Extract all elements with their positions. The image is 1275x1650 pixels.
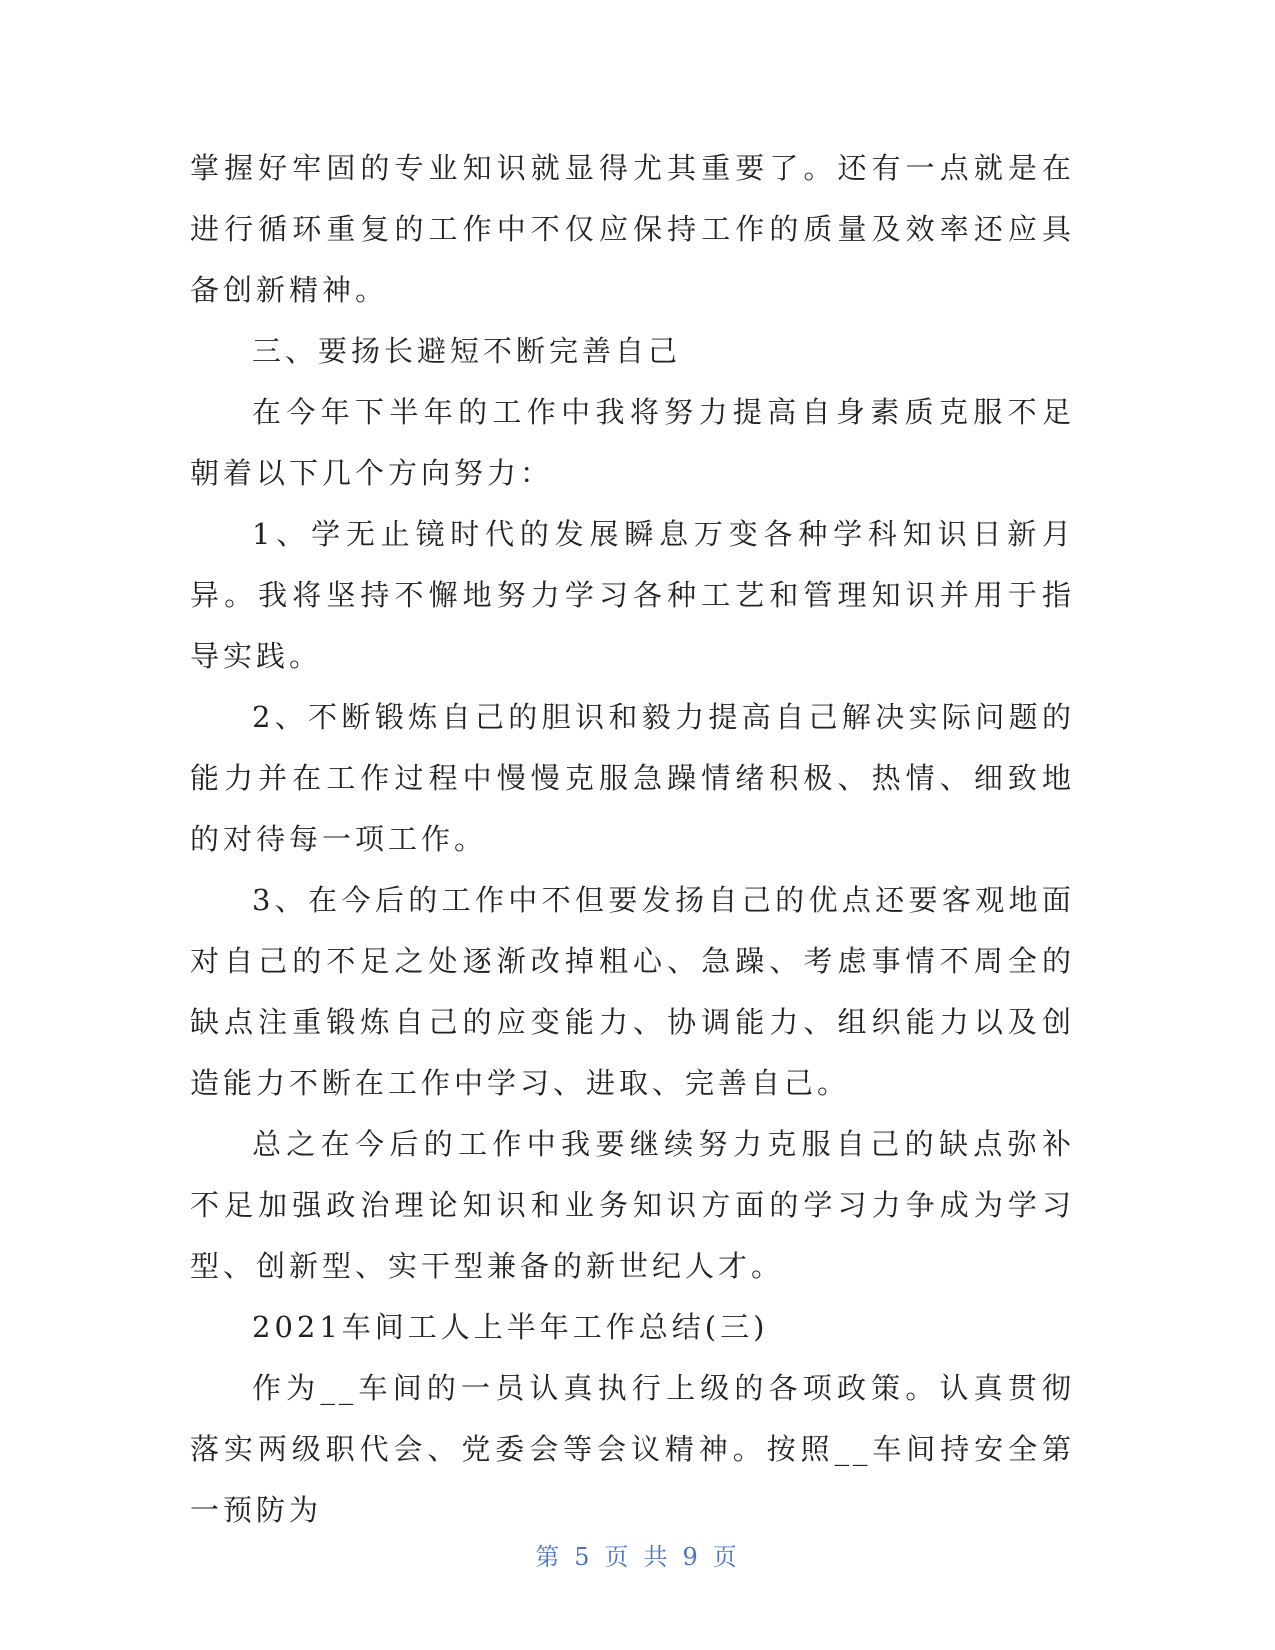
- page-number: 5: [574, 1543, 593, 1571]
- document-title: 2021车间工人上半年工作总结(三): [252, 1310, 769, 1344]
- paragraph: 在今年下半年的工作中我将努力提高自身素质克服不足朝着以下几个方向努力：: [190, 395, 1075, 490]
- paragraph: 掌握好牢固的专业知识就显得尤其重要了。还有一点就是在进行循环重复的工作中不仅应保持工作的质量及效率还应具备创新精神。: [190, 151, 1075, 307]
- total-pages: 9: [682, 1543, 701, 1571]
- total-unit: 页: [712, 1543, 740, 1571]
- page-prefix: 第: [535, 1543, 563, 1571]
- page-footer: [0, 1537, 1275, 1572]
- total-prefix: 共: [643, 1543, 671, 1571]
- paragraph: 作为__车间的一员认真执行上级的各项政策。认真贯彻落实两级职代会、党委会等会议精神。按照__车间持安全第一预防为: [190, 1371, 1075, 1527]
- list-item: 3、在今后的工作中不但要发扬自己的优点还要客观地面对自己的不足之处逐渐改掉粗心、急躁、考虑事情不周全的缺点注重锻炼自己的应变能力、协调能力、组织能力以及创造能力不断在工作中学习、进取、完善自己。: [190, 883, 1075, 1100]
- paragraph: 总之在今后的工作中我要继续努力克服自己的缺点弥补不足加强政治理论知识和业务知识方面的学习力争成为学习型、创新型、实干型兼备的新世纪人才。: [190, 1127, 1075, 1283]
- page-unit: 页: [604, 1543, 632, 1571]
- document-body: [190, 138, 1075, 1541]
- list-item: 2、不断锻炼自己的胆识和毅力提高自己解决实际问题的能力并在工作过程中慢慢克服急躁情绪积极、热情、细致地的对待每一项工作。: [190, 700, 1075, 856]
- list-item: 1、学无止镜时代的发展瞬息万变各种学科知识日新月异。我将坚持不懈地努力学习各种工艺和管理知识并用于指导实践。: [190, 517, 1075, 673]
- section-heading: 三、要扬长避短不断完善自己: [252, 334, 682, 368]
